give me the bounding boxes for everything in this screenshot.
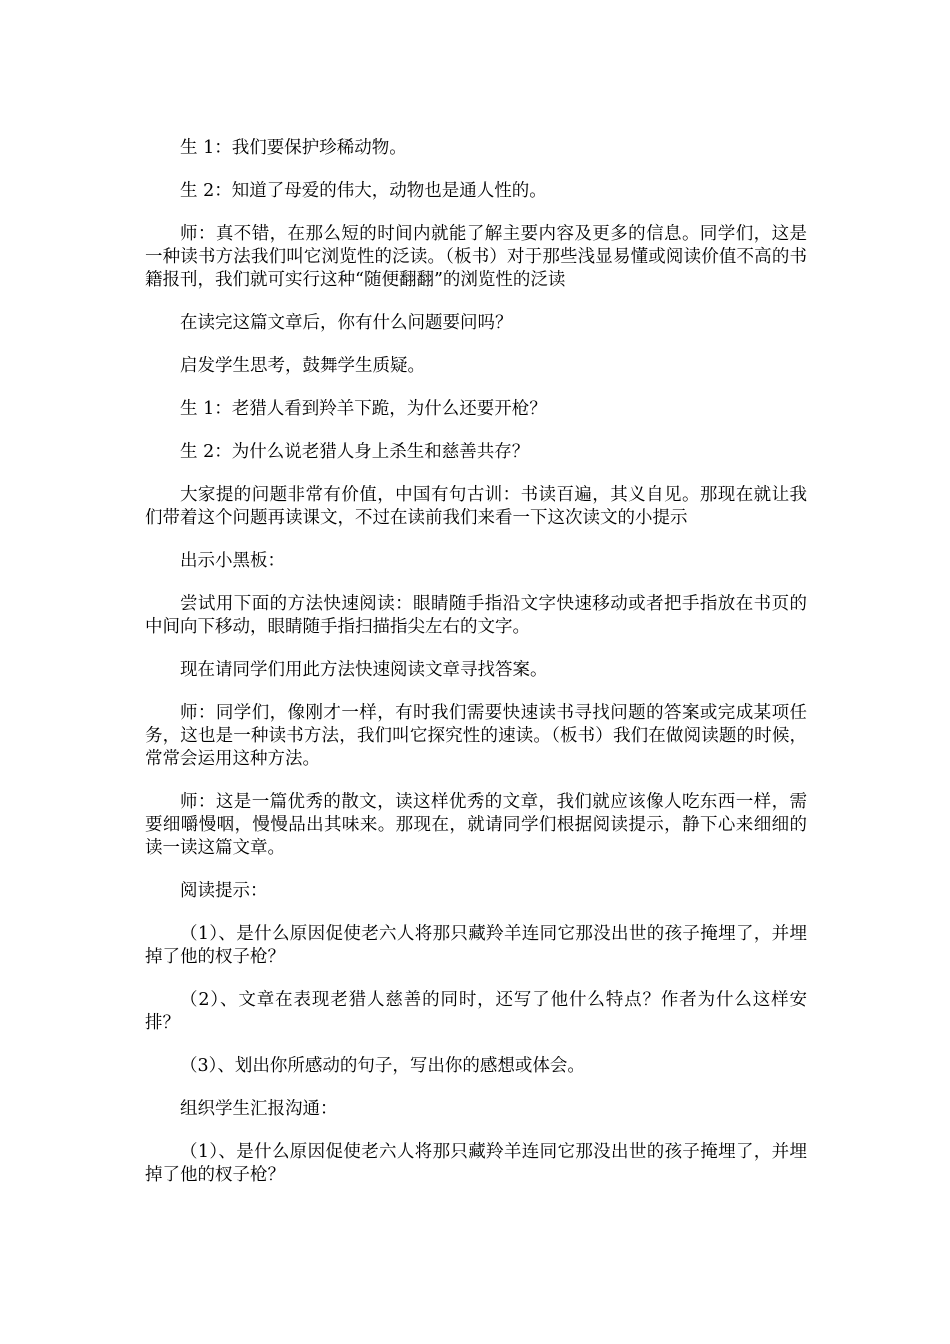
paragraph: 出示小黑板： [180, 551, 285, 571]
paragraph: 阅读提示： [180, 881, 268, 901]
paragraph: 现在请同学们用此方法快速阅读文章寻找答案。 [180, 660, 548, 680]
paragraph: （1）、是什么原因促使老六人将那只藏羚羊连同它那没出世的孩子掩埋了，并埋掉了他的杈子枪？ [145, 1142, 807, 1185]
paragraph: 师：这是一篇优秀的散文，读这样优秀的文章，我们就应该像人吃东西一样，需要细嚼慢咽，慢慢品出其味来。那现在，就请同学们根据阅读提示，静下心来细细的读一读这篇文章。 [145, 792, 807, 858]
paragraph: （2）、文章在表现老猎人慈善的同时，还写了他什么特点？作者为什么这样安排？ [145, 990, 807, 1033]
paragraph: （3）、划出你所感动的句子，写出你的感想或体会。 [180, 1056, 585, 1076]
paragraph: 生 2：知道了母爱的伟大，动物也是通人性的。 [180, 181, 547, 201]
paragraph: 启发学生思考，鼓舞学生质疑。 [180, 356, 425, 376]
paragraph: 师：真不错，在那么短的时间内就能了解主要内容及更多的信息。同学们，这是一种读书方法我们叫它浏览性的泛读。（板书）对于那些浅显易懂或阅读价值不高的书籍报刊，我们就可实行这种“随便翻翻”的浏览性的泛读 [145, 224, 807, 290]
paragraph: 生 1：我们要保护珍稀动物。 [180, 138, 407, 158]
paragraph: 生 2：为什么说老猎人身上杀生和慈善共存？ [180, 442, 530, 462]
paragraph: 组织学生汇报沟通： [180, 1099, 338, 1119]
paragraph: 尝试用下面的方法快速阅读：眼睛随手指沿文字快速移动或者把手指放在书页的中间向下移动，眼睛随手指扫描指尖左右的文字。 [145, 594, 807, 637]
paragraph: 师：同学们，像刚才一样，有时我们需要快速读书寻找问题的答案或完成某项任务，这也是一种读书方法，我们叫它探究性的速读。（板书）我们在做阅读题的时候，常常会运用这种方法。 [145, 703, 807, 769]
paragraph: （1）、是什么原因促使老六人将那只藏羚羊连同它那没出世的孩子掩埋了，并埋掉了他的杈子枪？ [145, 924, 807, 967]
paragraph: 在读完这篇文章后，你有什么问题要问吗？ [180, 313, 513, 333]
document-body [145, 137, 807, 1207]
paragraph: 大家提的问题非常有价值，中国有句古训：书读百遍，其义自见。那现在就让我们带着这个问题再读课文，不过在读前我们来看一下这次读文的小提示 [145, 485, 807, 528]
paragraph: 生 1：老猎人看到羚羊下跪，为什么还要开枪？ [180, 399, 547, 419]
